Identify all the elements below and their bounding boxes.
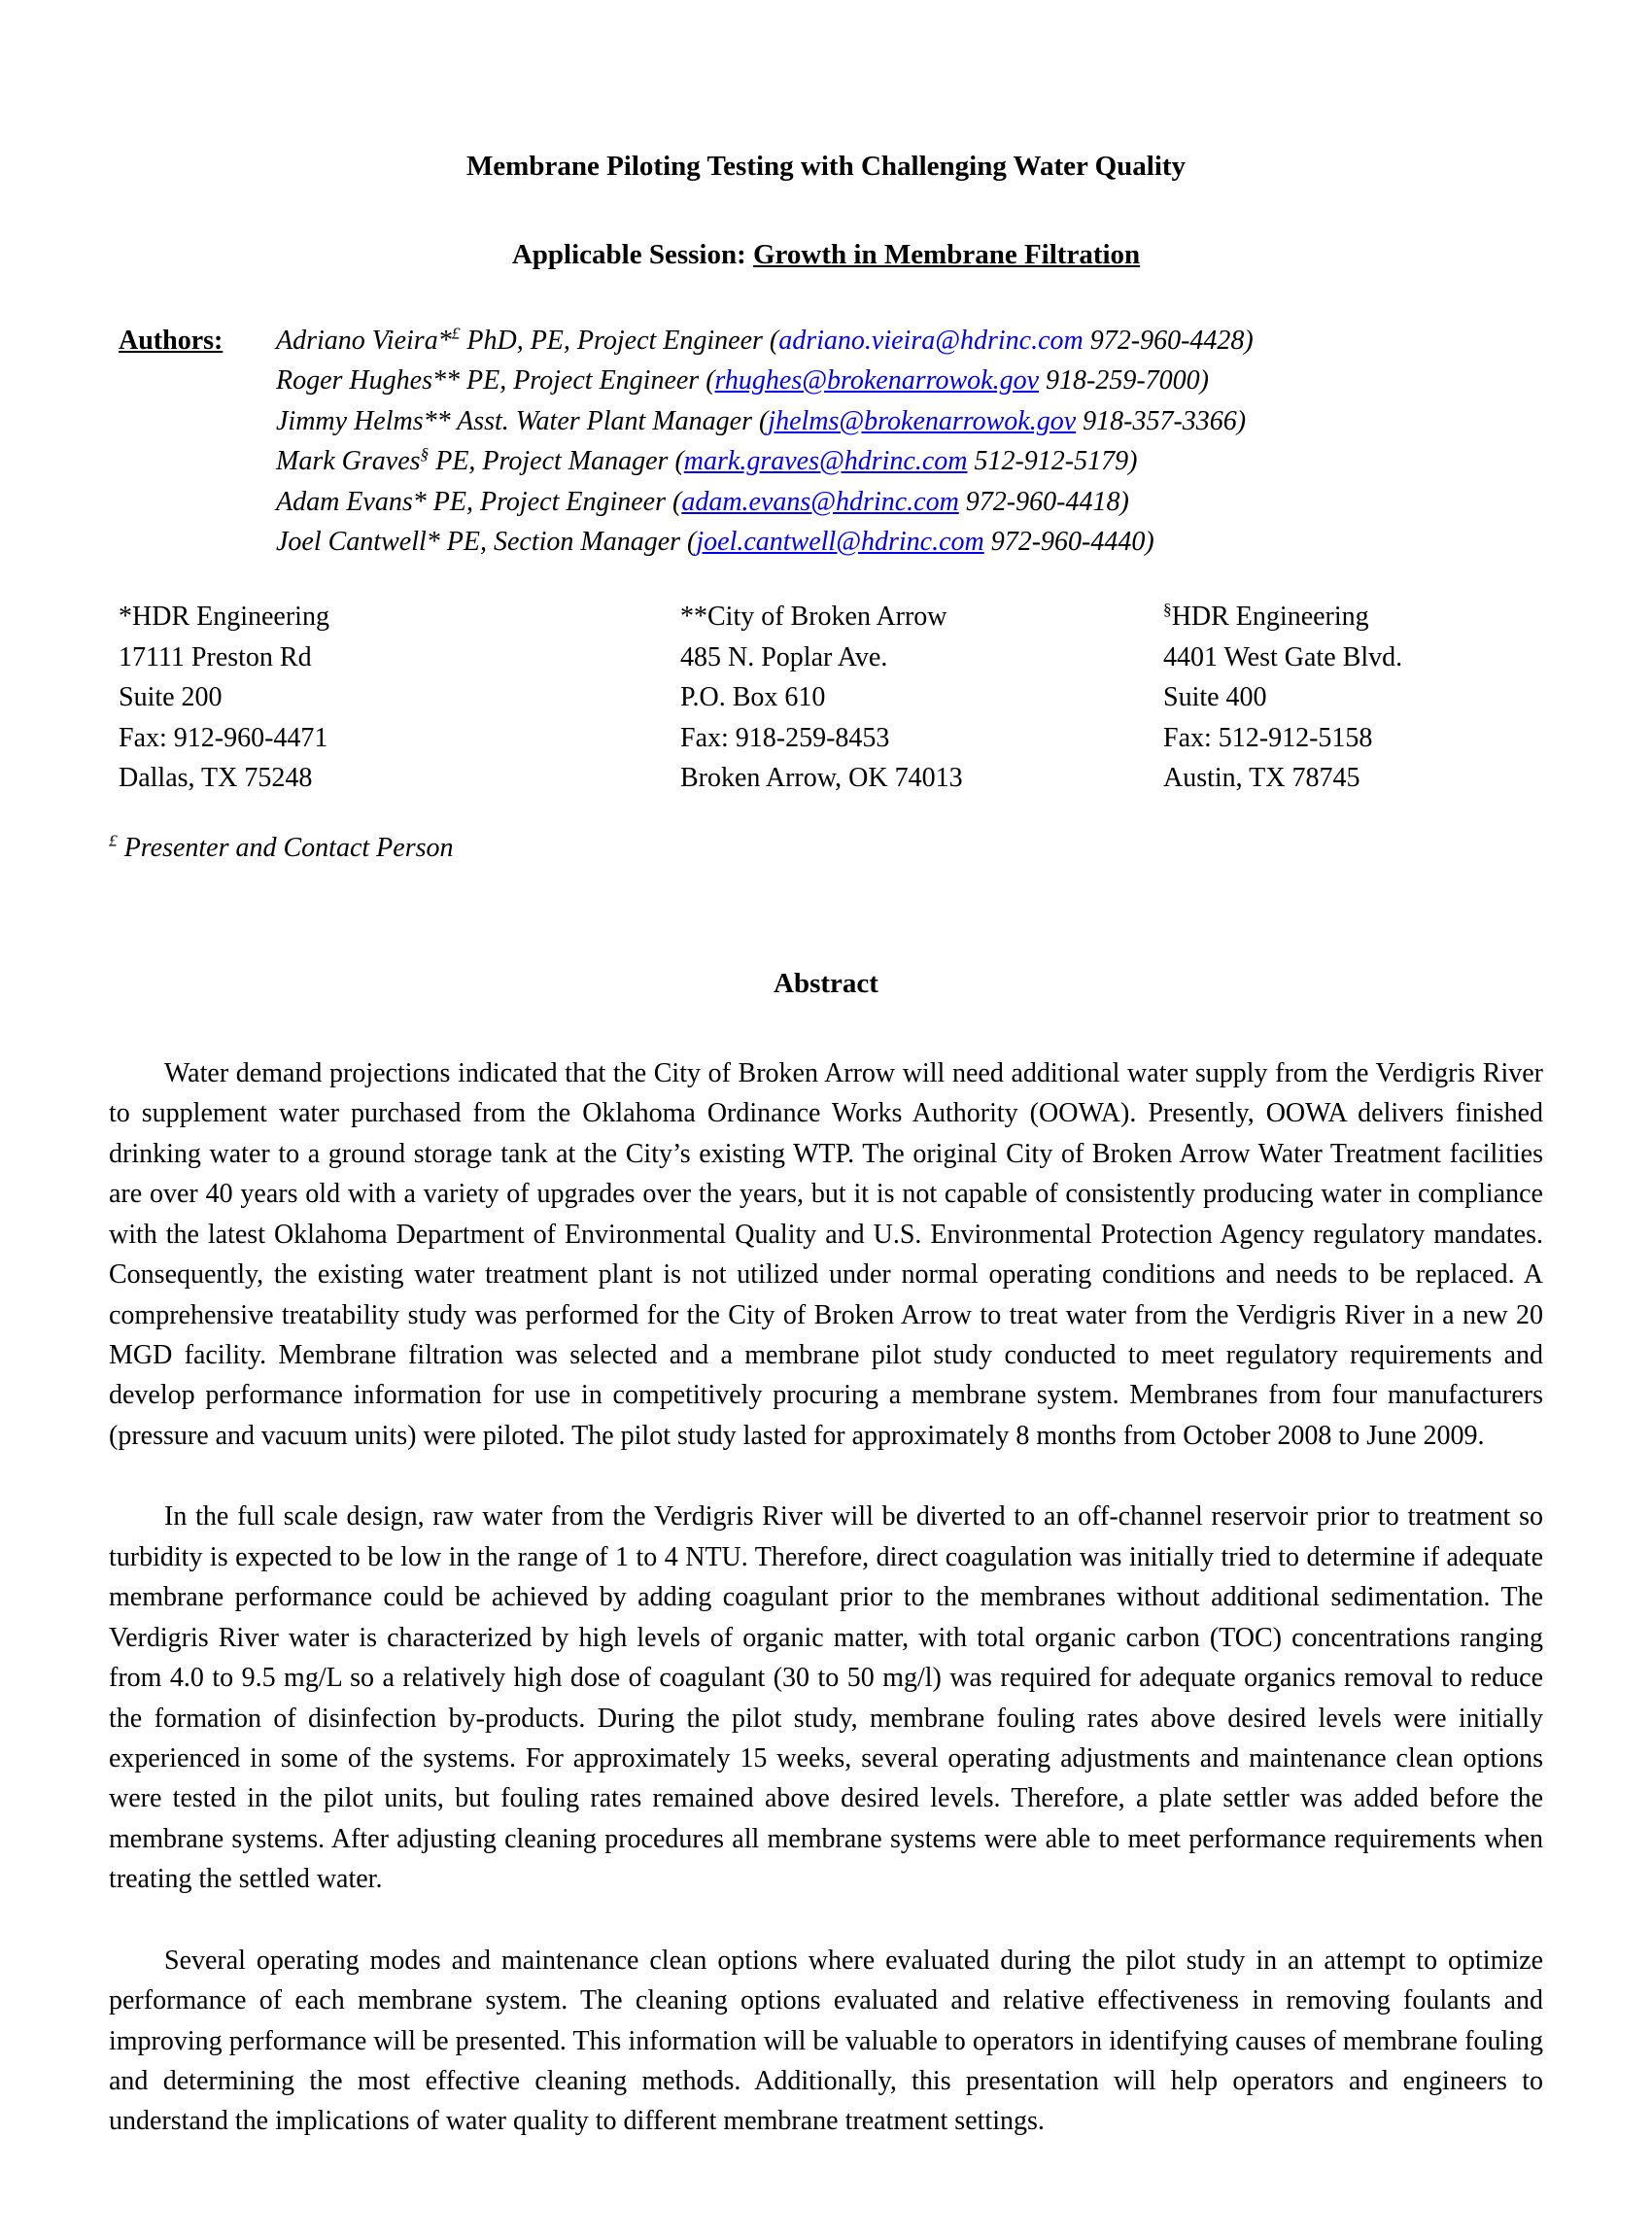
affiliation-column xyxy=(119,597,680,798)
author-role: PhD, PE, Project Engineer ( xyxy=(460,325,779,356)
abstract-paragraph: Several operating modes and maintenance clean options where evaluated during the pilot study in an attempt to optimize performance of each membrane system. The cleaning options evaluated and relative effectiveness in removing foulants and improving performance will be presented. This information will be valuable to operators in identifying causes of membrane fouling and determining the most effective cleaning methods. Additionally, this presentation will help operators and engineers to understand the implications of water quality to different membrane treatment settings. xyxy=(109,1945,1543,2137)
author-role: PE, Project Manager ( xyxy=(429,446,684,477)
presenter-footnote xyxy=(109,828,1543,868)
author-footnote-mark: £ xyxy=(451,324,461,343)
affiliation-address-line: P.O. Box 610 xyxy=(680,682,826,713)
paper-title: Membrane Piloting Testing with Challenging Water Quality xyxy=(465,151,1187,182)
session-value: Growth in Membrane Filtration xyxy=(753,238,1141,270)
author-role: Asst. Water Plant Manager ( xyxy=(450,405,769,436)
author-phone: 918-357-3366) xyxy=(1076,405,1247,436)
authors-list xyxy=(276,321,1254,563)
affiliation-fax: Fax: 912-960-4471 xyxy=(119,722,328,753)
affiliation-address-line: 485 N. Poplar Ave. xyxy=(680,641,888,672)
author-name: Mark Graves xyxy=(276,446,421,477)
author-phone: 512-912-5179) xyxy=(967,446,1138,477)
affiliation-fax: Fax: 918-259-8453 xyxy=(680,722,890,753)
author-role: PE, Section Manager ( xyxy=(439,527,697,557)
footnote-text: Presenter and Contact Person xyxy=(117,832,454,863)
abstract-paragraph: Water demand projections indicated that the City of Broken Arrow will need additional water supply from the Verdigris River to supplement water purchased from the Oklahoma Ordinance Works Authority (OOWA). Presently, OOWA delivers finished drinking water to a ground storage tank at the City’s existing WTP. The original City of Broken Arrow Water Treatment facilities are over 40 years old with a variety of upgrades over the years, but it is not capable of consistently producing water in compliance with the latest Oklahoma Department of Environmental Quality and U.S. Environmental Protection Agency regulatory mandates. Consequently, the existing water treatment plant is not utilized under normal operating conditions and needs to be replaced. A comprehensive treatability study was performed for the City of Broken Arrow to treat water from the Verdigris River in a new 20 MGD facility. Membrane filtration was selected and a membrane pilot study conducted to meet regulatory requirements and develop performance information for use in competitively procuring a membrane system. Membranes from four manufacturers (pressure and vacuum units) were piloted. The pilot study lasted for approximately 8 months from October 2008 to June 2009. xyxy=(109,1057,1543,1451)
author-name: Adriano Vieira* xyxy=(276,325,452,356)
author-email-link[interactable]: jhelms@brokenarrowok.gov xyxy=(768,405,1077,436)
author-email-link[interactable]: rhughes@brokenarrowok.gov xyxy=(714,365,1040,396)
abstract-heading: Abstract xyxy=(774,968,878,1000)
authors-label: Authors: xyxy=(119,325,224,356)
author-email-link[interactable]: adam.evans@hdrinc.com xyxy=(681,486,959,517)
author-email-link[interactable]: joel.cantwell@hdrinc.com xyxy=(696,527,984,557)
affiliation-org xyxy=(680,597,1163,637)
author-line xyxy=(276,401,1254,441)
author-line xyxy=(276,361,1254,400)
affiliation-city: Austin, TX 78745 xyxy=(1163,763,1360,794)
author-email-link[interactable]: mark.graves@hdrinc.com xyxy=(683,446,968,477)
footnote-mark: £ xyxy=(109,831,118,850)
author-line xyxy=(276,482,1254,522)
author-name: Jimmy Helms** xyxy=(276,405,451,436)
session-label: Applicable Session: xyxy=(511,238,753,270)
affiliations xyxy=(109,597,1543,798)
author-name: Joel Cantwell* xyxy=(276,527,440,557)
author-name: Roger Hughes** xyxy=(276,365,460,396)
affiliation-org xyxy=(1163,597,1543,637)
affiliation-fax: Fax: 512-912-5158 xyxy=(1163,722,1373,753)
author-line xyxy=(276,321,1254,361)
session-line xyxy=(109,234,1543,276)
author-role: PE, Project Engineer ( xyxy=(459,365,715,396)
author-phone: 918-259-7000) xyxy=(1039,365,1209,396)
author-footnote-mark: § xyxy=(420,444,430,464)
affiliation-address-line: 17111 Preston Rd xyxy=(119,641,312,672)
affiliation-city: Dallas, TX 75248 xyxy=(119,763,313,794)
affiliation-city: Broken Arrow, OK 74013 xyxy=(680,763,963,794)
author-phone: 972-960-4428) xyxy=(1083,325,1254,356)
author-phone: 972-960-4440) xyxy=(983,527,1154,557)
author-line xyxy=(276,522,1254,562)
affiliation-address-line: Suite 200 xyxy=(119,682,223,713)
author-name: Adam Evans* xyxy=(276,486,427,517)
affiliation-column xyxy=(680,597,1163,798)
affiliation-footnote-mark: § xyxy=(1163,601,1172,620)
affiliation-org xyxy=(119,597,680,637)
affiliation-address-line: 4401 West Gate Blvd. xyxy=(1163,641,1403,672)
abstract-paragraph: In the full scale design, raw water from the Verdigris River will be diverted to an off-channel reservoir prior to treatment so turbidity is expected to be low in the range of 1 to 4 NTU. Therefore, direct coagulation was initially tried to determine if adequate membrane performance could be achieved by adding coagulant prior to the membranes without additional sedimentation. The Verdigris River water is characterized by high levels of organic matter, with total organic carbon (TOC) concentrations ranging from 4.0 to 9.5 mg/L so a relatively high dose of coagulant (30 to 50 mg/l) was required for adequate organics removal to reduce the formation of disinfection by-products. During the pilot study, membrane fouling rates above desired levels were initially experienced in some of the systems. For approximately 15 weeks, several operating adjustments and maintenance clean options were tested in the pilot units, but fouling rates remained above desired levels. Therefore, a plate settler was added before the membrane systems. After adjusting cleaning procedures all membrane systems were able to meet performance requirements when treating the settled water. xyxy=(109,1501,1543,1895)
affiliation-org-name: **City of Broken Arrow xyxy=(680,602,947,633)
affiliation-column xyxy=(1163,597,1543,798)
affiliation-org-name: *HDR Engineering xyxy=(119,602,329,633)
author-line xyxy=(276,441,1254,481)
affiliation-address-line: Suite 400 xyxy=(1163,682,1267,713)
author-role: PE, Project Engineer ( xyxy=(426,486,682,517)
author-email-link[interactable]: adriano.vieira@hdrinc.com xyxy=(778,325,1084,356)
author-phone: 972-960-4418) xyxy=(958,486,1129,517)
authors-block xyxy=(109,321,1543,563)
affiliation-org-name: HDR Engineering xyxy=(1171,602,1369,633)
